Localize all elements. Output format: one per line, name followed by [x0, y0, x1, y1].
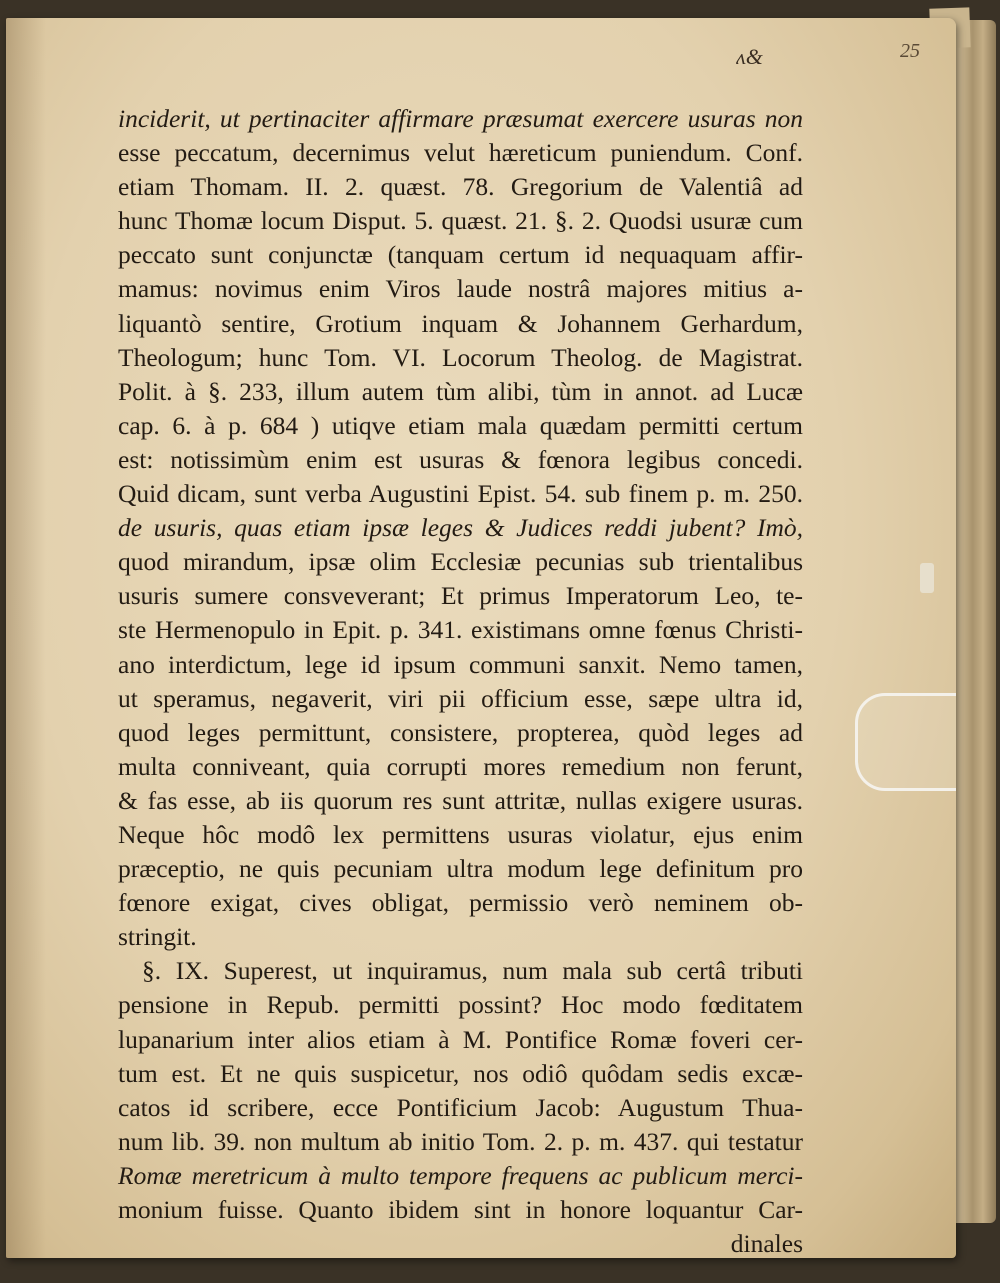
text-line: stringit. — [118, 922, 197, 952]
text-line: peccato sunt conjunctæ (tanquam certum id nequaquam affir- — [118, 240, 803, 270]
text-line: esse peccatum, decernimus velut hæreticum puniendum. Conf. — [118, 138, 803, 168]
text-line: præceptio, ne quis pecuniam ultra modum lege definitum pro — [118, 854, 803, 884]
text-line: hunc Thomæ locum Disput. 5. quæst. 21. §. 2. Quodsi usuræ cum — [118, 206, 803, 236]
text-line: ano interdictum, lege id ipsum communi sanxit. Nemo tamen, — [118, 649, 803, 679]
text-line: inciderit, ut pertinaciter affirmare præsumat exercere usuras non — [118, 104, 803, 133]
text-line: num lib. 39. non multum ab initio Tom. 2. p. m. 437. qui testatur — [118, 1126, 803, 1156]
text-line: §. IX. Superest, ut inquiramus, num mala sub certâ tributi — [142, 956, 803, 986]
text-line: pensione in Repub. permitti possint? Hoc modo fœditatem — [118, 990, 803, 1020]
text-line: monium fuisse. Quanto ibidem sint in honore loquantur Car- — [118, 1195, 803, 1224]
body-text — [118, 102, 803, 1261]
clear-page-tab — [855, 693, 956, 791]
text-line: ste Hermenopulo in Epit. p. 341. existimans omne fœnus Christi- — [118, 615, 803, 645]
text-line: Quid dicam, sunt verba Augustini Epist. 54. sub finem p. m. 250. — [118, 479, 803, 509]
text-line: Polit. à §. 233, illum autem tùm alibi, tùm in annot. ad Lucæ — [118, 376, 803, 406]
text-line: quod mirandum, ipsæ olim Ecclesiæ pecunias sub trientalibus — [118, 547, 803, 577]
text-line: multa conniveant, quia corrupti mores remedium non ferunt, — [118, 751, 803, 781]
text-line: de usuris, quas etiam ipsæ leges & Judices reddi jubent? Imò, — [118, 513, 803, 543]
text-line: liquantò sentire, Grotium inquam & Johannem Gerhardum, — [118, 308, 803, 338]
text-line: etiam Thomam. II. 2. quæst. 78. Gregorium de Valentiâ ad — [118, 172, 803, 202]
text-line: quod leges permittunt, consistere, propterea, quòd leges ad — [118, 717, 803, 747]
text-line: catos id scribere, ecce Pontificium Jacob: Augustum Thua- — [118, 1092, 803, 1122]
text-line: Romæ meretricum à multo tempore frequens ac publicum merci- — [118, 1160, 803, 1190]
page-number: 25 — [900, 40, 920, 62]
text-line: Theologum; hunc Tom. VI. Locorum Theolog. de Magistrat. — [118, 342, 803, 372]
corner-mark: ʌ& — [736, 44, 763, 69]
text-line: ut speramus, negaverit, viri pii officium esse, sæpe ultra id, — [118, 683, 803, 713]
text-line: est: notissimùm enim est usuras & fœnora legibus concedi. — [118, 444, 803, 474]
book-page — [6, 18, 956, 1258]
text-line: tum est. Et ne quis suspicetur, nos odiô quôdam sedis excæ- — [118, 1058, 803, 1088]
text-line: & fas esse, ab iis quorum res sunt attritæ, nullas exigere usuras. — [118, 785, 803, 815]
text-line: Neque hôc modô lex permittens usuras violatur, ejus enim — [118, 819, 803, 849]
page-gutter-shadow — [6, 18, 46, 1258]
text-line: cap. 6. à p. 684 ) utiqve etiam mala quædam permitti certum — [118, 410, 803, 440]
text-line: usuris sumere consveverant; Et primus Imperatorum Leo, te- — [118, 581, 803, 611]
text-line: dinales — [730, 1229, 803, 1259]
text-line: fœnore exigat, cives obligat, permissio verò neminem ob- — [118, 888, 803, 918]
paper-clip-mark — [920, 563, 934, 593]
text-line: mamus: novimus enim Viros laude nostrâ majores mitius a- — [118, 274, 803, 304]
text-line: lupanarium inter alios etiam à M. Pontifice Romæ foveri cer- — [118, 1024, 803, 1054]
